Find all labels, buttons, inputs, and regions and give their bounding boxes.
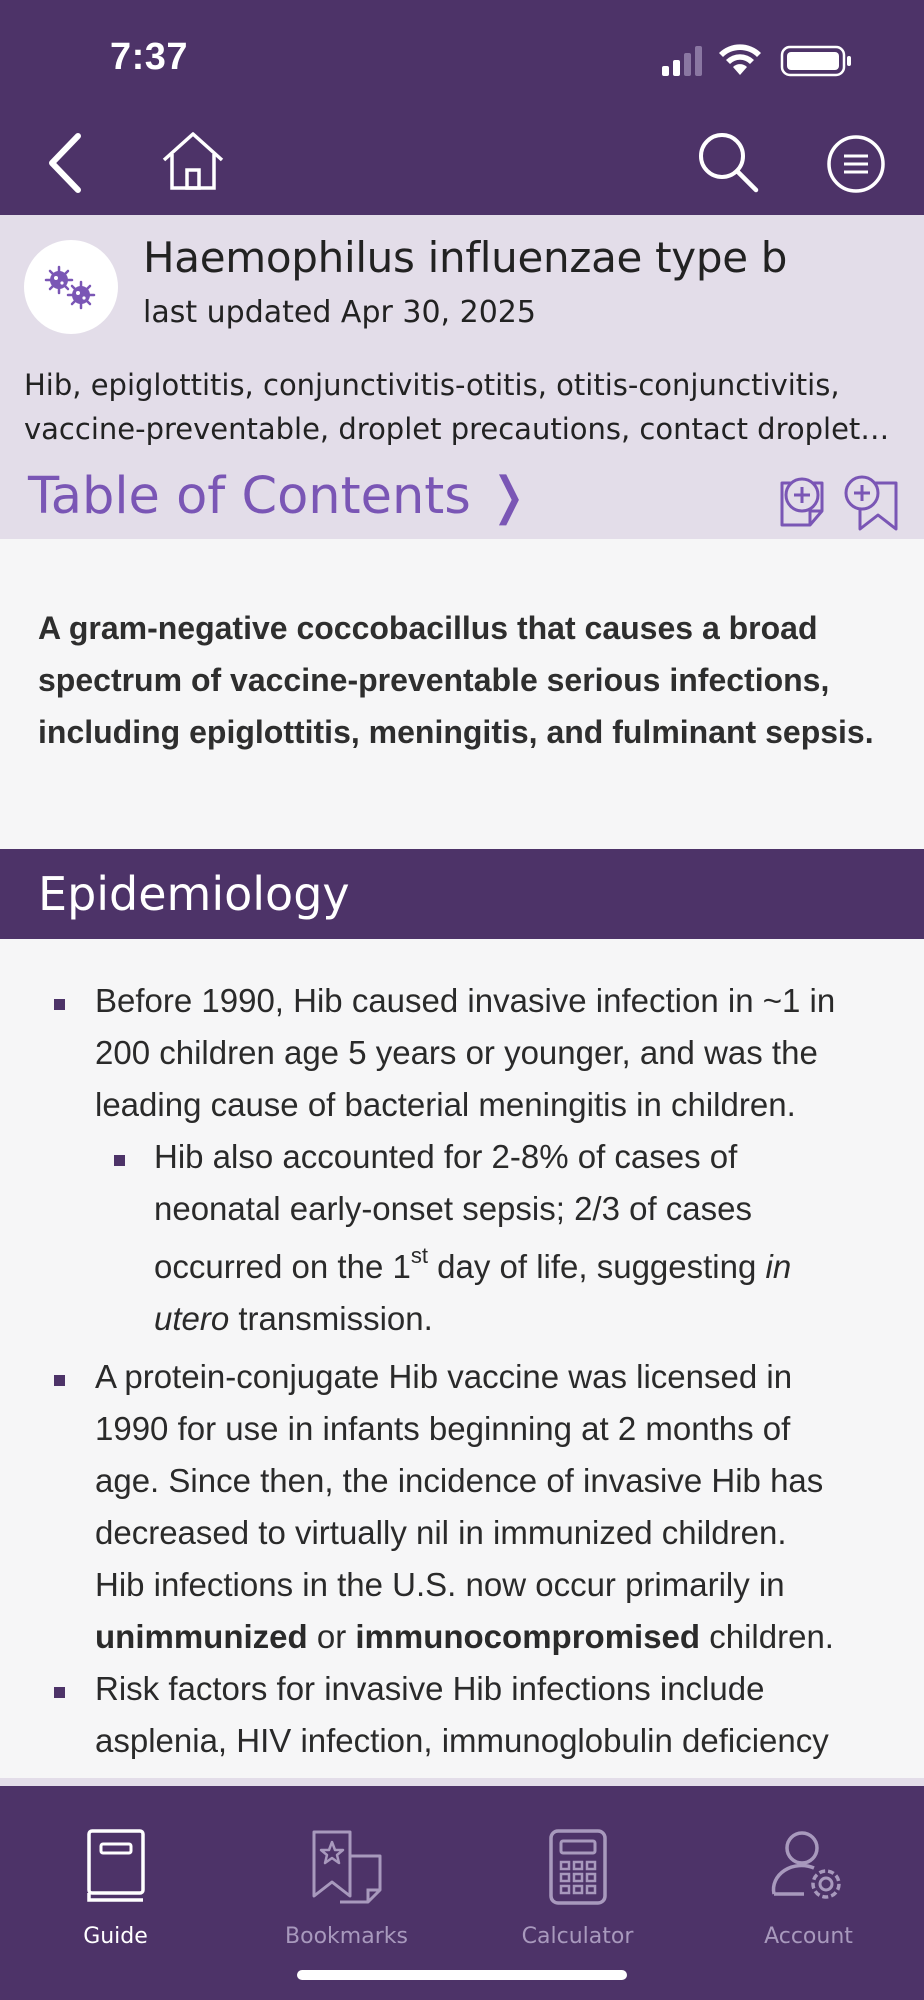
keywords-line: Hib, epiglottitis, conjunctivitis-otitis, otitis-conjunctivitis, xyxy=(24,368,840,402)
tab-guide[interactable] xyxy=(0,1786,231,2000)
wifi-icon xyxy=(719,44,761,75)
home-icon xyxy=(160,130,226,192)
bottom-tab-bar xyxy=(0,1786,924,2000)
add-bookmark-icon xyxy=(842,473,900,533)
bold-text: unimmunized xyxy=(95,1618,308,1655)
text-line: A protein-conjugate Hib vaccine was licensed in xyxy=(95,1358,793,1395)
text-line: Hib also accounted for 2-8% of cases of xyxy=(154,1138,738,1175)
superscript: st xyxy=(410,1243,428,1268)
text-line: neonatal early-onset sepsis; 2/3 of cases xyxy=(154,1190,753,1227)
tabbar-divider xyxy=(0,1778,924,1786)
tab-label: Account xyxy=(764,1924,853,1949)
text-line: Risk factors for invasive Hib infections include xyxy=(95,1670,765,1707)
tab-label: Guide xyxy=(83,1924,148,1949)
text-line: Before 1990, Hib caused invasive infection in ~1 in xyxy=(95,982,836,1019)
top-bar xyxy=(0,0,924,215)
topic-title: Haemophilus influenzae type b xyxy=(143,233,788,282)
text-span: or xyxy=(307,1618,356,1655)
list-item xyxy=(154,1131,791,1345)
calculator-icon xyxy=(548,1828,608,1906)
text-line: 200 children age 5 years or younger, and was the xyxy=(95,1034,818,1071)
text-span: occurred on the 1 xyxy=(154,1248,411,1285)
text-line: leading cause of bacterial meningitis in children. xyxy=(95,1086,796,1123)
section-header-epidemiology[interactable] xyxy=(0,849,924,939)
italic-text: in xyxy=(765,1248,792,1285)
tab-account[interactable] xyxy=(693,1786,924,2000)
text-line: 1990 for use in infants beginning at 2 months of xyxy=(95,1410,791,1447)
search-button[interactable] xyxy=(696,130,760,199)
topic-keywords xyxy=(24,363,894,451)
add-note-button[interactable] xyxy=(778,473,836,534)
text-line xyxy=(95,1611,834,1663)
back-button[interactable] xyxy=(40,130,90,201)
book-icon xyxy=(86,1828,146,1906)
text-line xyxy=(154,1293,791,1345)
add-bookmark-button[interactable] xyxy=(842,473,900,538)
topic-summary: A gram-negative coccobacillus that causes a broad spectrum of vaccine-preventable serious infections, including epiglottitis, meningitis, and fulminant sepsis. xyxy=(38,610,874,750)
battery-icon xyxy=(782,47,851,75)
list-item xyxy=(95,1663,829,1767)
bullet-marker xyxy=(54,1687,65,1698)
tab-label: Bookmarks xyxy=(285,1924,408,1949)
cellular-signal-icon xyxy=(662,46,702,76)
home-indicator[interactable] xyxy=(297,1970,627,1980)
account-settings-icon xyxy=(770,1828,848,1906)
topic-header xyxy=(0,215,924,539)
tab-label: Calculator xyxy=(521,1924,634,1949)
bullet-marker xyxy=(54,1375,65,1386)
status-icons xyxy=(662,44,862,78)
text-span: children. xyxy=(700,1618,834,1655)
text-line: asplenia, HIV infection, immunoglobulin deficiency xyxy=(95,1722,829,1759)
bookmarks-icon xyxy=(310,1828,384,1906)
text-line: decreased to virtually nil in immunized children. xyxy=(95,1514,787,1551)
text-line xyxy=(154,1241,791,1293)
tab-bookmarks[interactable] xyxy=(231,1786,462,2000)
tab-calculator[interactable] xyxy=(462,1786,693,2000)
section-title: Epidemiology xyxy=(38,867,350,921)
text-span: day of life, suggesting xyxy=(427,1248,766,1285)
add-note-icon xyxy=(778,473,836,529)
italic-text: utero xyxy=(154,1300,230,1337)
bold-text: immunocompromised xyxy=(355,1618,701,1655)
topic-avatar xyxy=(24,240,118,334)
text-line: age. Since then, the incidence of invasive Hib has xyxy=(95,1462,824,1499)
table-of-contents-link[interactable]: Table of Contents ❭ xyxy=(28,467,530,526)
home-button[interactable] xyxy=(160,130,226,197)
bacteria-icon xyxy=(24,240,118,334)
menu-button[interactable] xyxy=(826,134,886,199)
sub-bullet-marker xyxy=(114,1155,125,1166)
bullet-marker xyxy=(54,999,65,1010)
text-line: Hib infections in the U.S. now occur primarily in xyxy=(95,1566,785,1603)
menu-icon xyxy=(826,134,886,194)
text-span: transmission. xyxy=(229,1300,433,1337)
topic-updated-date: last updated Apr 30, 2025 xyxy=(143,295,536,330)
chevron-left-icon xyxy=(40,130,90,196)
list-item xyxy=(95,1351,834,1663)
keywords-line: vaccine-preventable, droplet precautions, contact droplet… xyxy=(24,412,890,446)
status-time: 7:37 xyxy=(110,36,189,78)
list-item xyxy=(95,975,835,1131)
search-icon xyxy=(696,130,760,194)
